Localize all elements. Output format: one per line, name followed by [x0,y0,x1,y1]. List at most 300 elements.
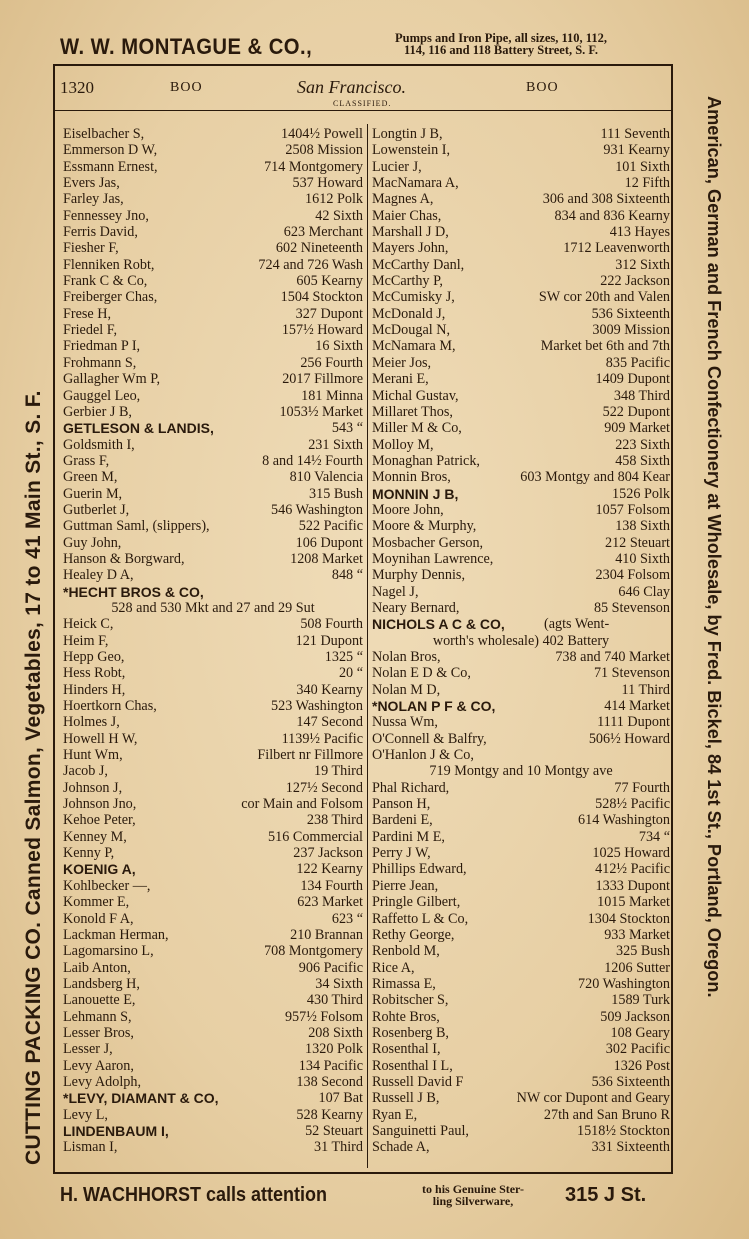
entry-address: 1320 Polk [305,1041,363,1058]
bottom-advertisement [60,1180,680,1214]
entry-name: Evers Jas, [63,175,120,192]
directory-entry [372,437,670,453]
entry-address: 623 Merchant [283,224,363,241]
directory-entry [63,1090,363,1106]
entry-address: 1053½ Market [279,403,363,420]
directory-entry [372,224,670,240]
entry-address: 546 Washington [271,501,363,518]
entry-address: 157½ Howard [281,322,363,339]
column-divider [367,124,368,1168]
entry-name: Gauggel Leo, [63,387,141,404]
entry-name: Sanguinetti Paul, [372,1122,469,1139]
directory-entry [372,633,670,649]
entry-name: Laib Anton, [63,959,131,976]
directory-entry [372,240,670,256]
entry-name: Rosenthal I, [372,1041,441,1058]
entry-name: LINDENBAUM I, [63,1122,169,1139]
entry-name: Meier Jos, [372,354,432,371]
directory-entry [63,371,363,387]
directory-entry [372,763,670,779]
directory-entry [372,796,670,812]
right-margin-advertisement: American, German and French Confectionery at Wholesale, by Fred. Bickel, 84 1st St., Portland, Oregon. [704,96,724,998]
entry-name: O'Connell & Balfry, [372,730,487,747]
entry-address: 181 Minna [301,387,363,404]
directory-entry [63,322,363,338]
entry-address: 602 Nineteenth [275,240,363,257]
entry-name: Kenny P, [63,845,115,862]
entry-name: Moore & Murphy, [372,518,477,535]
entry-address: SW cor 20th and Valen [538,289,670,306]
entry-address: 528½ Pacific [595,796,670,813]
entry-name: Rohte Bros, [372,1008,440,1025]
entry-name: McDougal N, [372,322,451,339]
entry-name: Konold F A, [63,910,134,927]
entry-address: 536 Sixteenth [591,305,670,322]
directory-entry [63,289,363,305]
entry-address: 1712 Leavenworth [563,240,670,257]
entry-address: 719 Montgy and 10 Montgy ave [429,763,613,780]
top-ad-firm: W. W. MONTAGUE & CO., [60,34,313,59]
right-guide-word: BOO [526,80,559,95]
entry-address: 1057 Folsom [595,501,670,518]
directory-entry [63,911,363,927]
entry-address: 12 Fifth [624,175,670,192]
directory-entry [63,257,363,273]
entry-address: 107 Bat [318,1090,363,1107]
directory-entry [63,1025,363,1041]
entry-address: 340 Kearny [296,681,363,698]
entry-name: Bardeni E, [372,812,433,829]
entry-name: Ryan E, [372,1106,418,1123]
entry-name: *LEVY, DIAMANT & CO, [63,1090,219,1107]
entry-address: 509 Jackson [600,1008,670,1025]
directory-entry [372,502,670,518]
entry-address: 134 Pacific [298,1057,363,1074]
entry-name: Lagomarsino L, [63,943,154,960]
directory-entry [63,1123,363,1139]
entry-name: Kehoe Peter, [63,812,136,829]
entry-name: Jacob J, [63,763,108,780]
entry-address: 222 Jackson [600,273,670,290]
directory-entry [372,175,670,191]
directory-entry [372,600,670,616]
entry-name: Hinders H, [63,681,126,698]
directory-entry [63,927,363,943]
entry-name: Guy John, [63,534,122,551]
directory-entry [63,812,363,828]
directory-entry [63,355,363,371]
entry-address: NW cor Dupont and Geary [516,1090,670,1107]
entry-address: 325 Bush [616,943,670,960]
entry-address: 77 Fourth [614,779,670,796]
directory-entry [63,878,363,894]
entry-name: Renbold M, [372,943,440,960]
entry-name: Holmes J, [63,714,120,731]
entry-name: *NOLAN P F & CO, [372,698,496,715]
entry-name: McCumisky J, [372,289,455,306]
directory-entry [372,1041,670,1057]
entry-address: 543 “ [331,420,363,437]
entry-address: 909 Market [604,420,670,437]
directory-entry [372,584,670,600]
directory-entry [372,714,670,730]
entry-name: Molloy M, [372,436,434,453]
entry-name: Moore John, [372,501,444,518]
entry-name: Kohlbecker —, [63,877,151,894]
directory-entry [372,747,670,763]
top-ad-line2: 114, 116 and 118 Battery Street, S. F. [403,43,599,57]
entry-name: Lucier J, [372,158,422,175]
directory-entry [63,338,363,354]
entry-name: GETLESON & LANDIS, [63,420,214,437]
entry-name: Gerbier J B, [63,403,132,420]
directory-entry [63,1074,363,1090]
directory-entry [63,731,363,747]
entry-address: 931 Kearny [603,142,670,159]
entry-address: 34 Sixth [315,975,363,992]
entry-address: 208 Sixth [308,1024,363,1041]
directory-entry [372,371,670,387]
directory-entry [63,142,363,158]
directory-entry [63,404,363,420]
entry-name: Marshall J D, [372,224,449,241]
entry-address: 348 Third [613,387,670,404]
entry-name: Rosenthal I L, [372,1057,453,1074]
entry-address: 537 Howard [292,175,363,192]
entry-address: 413 Hayes [609,224,670,241]
entry-address: 414 Market [604,698,670,715]
entry-address: 302 Pacific [605,1041,670,1058]
entry-address: 212 Steuart [604,534,670,551]
directory-entry [372,518,670,534]
directory-entry [372,322,670,338]
entry-name: Rethy George, [372,926,455,943]
entry-address: 458 Sixth [615,452,670,469]
entry-name: Moynihan Lawrence, [372,550,494,567]
entry-address: 19 Third [314,763,363,780]
entry-name: Miller M & Co, [372,420,462,437]
entry-name: Eiselbacher S, [63,126,145,142]
entry-name: Monaghan Patrick, [372,452,480,469]
entry-address: 11 Third [621,681,670,698]
directory-entry [63,551,363,567]
page-number: 1320 [60,78,94,97]
directory-entry [63,616,363,632]
entry-name: Flenniken Robt, [63,256,155,273]
entry-address: 85 Stevenson [593,599,670,616]
entry-address: 134 Fourth [300,877,363,894]
entry-address: 331 Sixteenth [591,1139,670,1156]
entry-address: 835 Pacific [605,354,670,371]
directory-entry [63,584,363,600]
directory-entry [63,208,363,224]
entry-name: Neary Bernard, [372,599,460,616]
directory-entry [372,682,670,698]
directory-entry [63,747,363,763]
entry-name: Nolan E D & Co, [372,665,471,682]
directory-entry [63,1009,363,1025]
entry-name: Michal Gustav, [372,387,459,404]
entry-address: 1111 Dupont [597,714,670,731]
directory-entry [372,698,670,714]
entry-name: Freiberger Chas, [63,289,158,306]
directory-entry [63,535,363,551]
entry-name: Phal Richard, [372,779,450,796]
directory-entry [63,224,363,240]
entry-address: 237 Jackson [293,845,363,862]
directory-entry [372,535,670,551]
entry-address: 1404½ Powell [281,126,363,142]
directory-entry [63,437,363,453]
entry-address: 8 and 14½ Fourth [262,452,363,469]
entry-name: McDonald J, [372,305,446,322]
directory-entry [372,273,670,289]
classified-label: CLASSIFIED. [333,99,392,108]
entry-name: Pardini M E, [372,828,445,845]
directory-entry [372,126,670,142]
entry-address: 528 and 530 Mkt and 27 and 29 Sut [111,599,315,616]
entry-name: Rice A, [372,959,415,976]
bottom-ad-line1: to his Genuine Ster- [422,1182,524,1196]
directory-entry [63,502,363,518]
entry-name: Nolan M D, [372,681,441,698]
top-ad-line1: Pumps and Iron Pipe, all sizes, 110, 112, [395,31,607,45]
directory-entry [372,976,670,992]
entry-address: 312 Sixth [615,256,670,273]
directory-entry [372,1058,670,1074]
entry-address: 238 Third [306,812,363,829]
entry-name: Fiesher F, [63,240,119,257]
directory-entry [63,633,363,649]
entry-name: Magnes A, [372,191,434,208]
entry-address: 1208 Market [290,550,363,567]
directory-entry [372,551,670,567]
directory-entry [63,1041,363,1057]
entry-name: Goldsmith I, [63,436,135,453]
entry-address: 714 Montgomery [264,158,363,175]
entry-address: 646 Clay [618,583,670,600]
entry-address: 2017 Fillmore [282,371,363,388]
entry-name: Murphy Dennis, [372,567,466,584]
entry-address: 122 Kearny [296,861,363,878]
entry-address: 1325 “ [324,649,363,665]
directory-entry [63,567,363,583]
entry-name: Lehmann S, [63,1008,132,1025]
entry-name: Kommer E, [63,894,130,911]
entry-address: 1333 Dupont [595,877,670,894]
entry-name: Hess Robt, [63,665,126,682]
directory-entry [372,894,670,910]
bottom-ad-line2: ling Silverware, [432,1194,514,1208]
entry-name: Lisman I, [63,1139,118,1156]
directory-entry [63,306,363,322]
entry-name: MacNamara A, [372,175,459,192]
entry-address: 315 Bush [309,485,363,502]
entry-address: 16 Sixth [315,338,363,355]
entry-address: 522 Dupont [602,403,670,420]
directory-entry [372,1107,670,1123]
entry-name: Mayers John, [372,240,449,257]
entry-address: 720 Washington [578,975,670,992]
entry-name: Heick C, [63,616,114,633]
directory-entry [63,1139,363,1155]
entry-name: Guerin M, [63,485,123,502]
left-guide-word: BOO [170,80,203,95]
entry-address: 2304 Folsom [595,567,670,584]
entry-name: Millaret Thos, [372,403,453,420]
directory-entry [63,1107,363,1123]
entry-name: Grass F, [63,452,110,469]
directory-entry [372,992,670,1008]
entry-address: (agts Went- [544,616,610,633]
entry-name: Lesser J, [63,1041,113,1058]
entry-name: McNamara M, [372,338,456,355]
entry-address: 957½ Folsom [284,1008,363,1025]
directory-entry [372,927,670,943]
entry-name: Fennessey Jno, [63,207,149,224]
directory-entry [372,208,670,224]
entry-name: Merani E, [372,371,429,388]
entry-address: 1504 Stockton [280,289,363,306]
entry-name: Kenney M, [63,828,127,845]
directory-entry [63,469,363,485]
directory-entry [63,388,363,404]
directory-entry [372,453,670,469]
entry-address: 327 Dupont [295,305,363,322]
bottom-ad-details [383,1183,563,1207]
directory-entry [63,763,363,779]
entry-address: 223 Sixth [615,436,670,453]
entry-address: 506½ Howard [588,730,670,747]
entry-address: 71 Stevenson [593,665,670,682]
directory-entry [372,649,670,665]
entry-name: Landsberg H, [63,975,140,992]
directory-entry [372,338,670,354]
entry-name: Longtin J B, [372,126,443,142]
entry-address: 1304 Stockton [587,910,670,927]
directory-entry [372,1139,670,1155]
directory-entry [372,1123,670,1139]
entry-address: 52 Steuart [305,1122,363,1139]
directory-entry [63,486,363,502]
directory-entry [372,878,670,894]
entry-name: Lackman Herman, [63,926,169,943]
directory-entry [372,665,670,681]
directory-entry [63,960,363,976]
entry-name: Russell J B, [372,1090,440,1107]
entry-name: Perry J W, [372,845,431,862]
left-column [63,126,363,1156]
entry-name: Johnson J, [63,779,123,796]
entry-address: 31 Third [314,1139,363,1156]
directory-entry [63,453,363,469]
entry-address: 1206 Sutter [604,959,670,976]
directory-entry [372,159,670,175]
directory-entry [63,126,363,142]
entry-address: Filbert nr Fillmore [257,747,363,764]
entry-name: Johnson Jno, [63,796,137,813]
entry-name: Healey D A, [63,567,134,584]
directory-entry [63,861,363,877]
directory-entry [63,845,363,861]
entry-name: Green M, [63,469,118,486]
directory-entry [372,388,670,404]
right-column [372,126,670,1156]
entry-name: McCarthy P, [372,273,443,290]
entry-name: Nolan Bros, [372,649,441,665]
directory-entry [63,714,363,730]
entry-address: 2508 Mission [285,142,363,159]
entry-address: 933 Market [604,926,670,943]
entry-address: 605 Kearny [296,273,363,290]
entry-address: 430 Third [306,992,363,1009]
entry-address: 138 Sixth [615,518,670,535]
entry-address: 101 Sixth [615,158,670,175]
directory-entry [63,829,363,845]
entry-address: 111 Seventh [600,126,670,142]
directory-entry [63,273,363,289]
entry-name: Phillips Edward, [372,861,467,878]
entry-name: Ferris David, [63,224,138,241]
directory-entry [372,1074,670,1090]
entry-address: 614 Washington [578,812,670,829]
entry-address: 127½ Second [285,779,363,796]
entry-address: 1326 Post [613,1057,670,1074]
entry-address: 121 Dupont [295,632,363,649]
entry-address: 20 “ [338,665,363,682]
directory-entry [63,420,363,436]
entry-address: 738 and 740 Market [555,649,670,665]
entry-name: McCarthy Danl, [372,256,465,273]
directory-entry [63,796,363,812]
directory-entry [63,175,363,191]
entry-name: Nussa Wm, [372,714,438,731]
entry-address: 834 and 836 Kearny [554,207,670,224]
directory-entry [63,240,363,256]
entry-name: Raffetto L & Co, [372,910,469,927]
entry-address: 508 Fourth [300,616,363,633]
directory-entry [372,567,670,583]
left-margin-advertisement: CUTTING PACKING CO. Canned Salmon, Vegetables, 17 to 41 Main St., S. F. [22,390,45,1165]
entry-address: 708 Montgomery [264,943,363,960]
entry-address: 810 Valencia [289,469,363,486]
directory-entry [63,159,363,175]
entry-name: Friedman P I, [63,338,141,355]
entry-name: Farley Jas, [63,191,124,208]
directory-entry [63,665,363,681]
directory-entry [63,976,363,992]
entry-address: 724 and 726 Wash [258,256,363,273]
entry-address: 536 Sixteenth [591,1073,670,1090]
entry-address: 42 Sixth [315,207,363,224]
directory-entry [372,1009,670,1025]
entry-name: Frohmann S, [63,354,137,371]
directory-entry [63,894,363,910]
entry-name: Howell H W, [63,730,138,747]
entry-address: 523 Washington [271,698,363,715]
bottom-ad-lead: H. WACHHORST calls attention [60,1184,328,1206]
directory-entry [372,257,670,273]
entry-name: Rimassa E, [372,975,436,992]
directory-entry [63,1058,363,1074]
entry-address: 410 Sixth [615,550,670,567]
entry-name: Friedel F, [63,322,118,339]
entry-name: Maier Chas, [372,207,442,224]
entry-name: Essmann Ernest, [63,158,158,175]
entry-name: Gutberlet J, [63,501,130,518]
entry-name: Panson H, [372,796,431,813]
entry-name: Monnin Bros, [372,469,451,486]
